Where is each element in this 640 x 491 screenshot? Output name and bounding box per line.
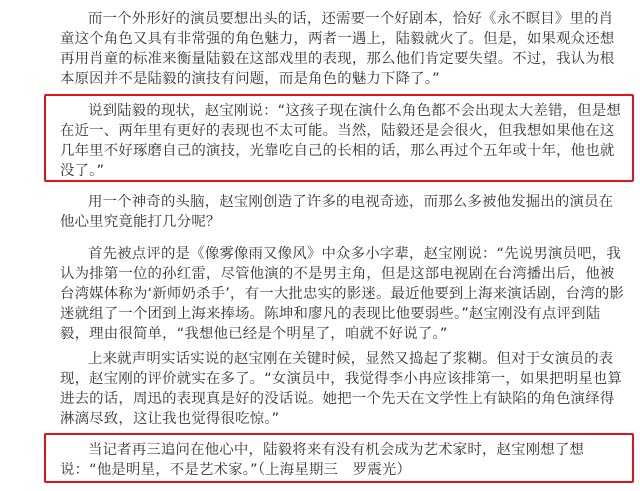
paragraph-luyi-status: 说到陆毅的现状，赵宝刚说：“这孩子现在演什么角色都不会出现太大差错，但是想在近一、两年里有更好的表现也不太可能。当然，陆毅还是会很火，但我想如果他在这几年里不好琢磨自己的演技，光靠吃自己的长相的话，那么再过个五年或十年，他也就没了。” [60,103,621,179]
paragraph-zhao-discoveries: 用一个神奇的头脑，赵宝刚创造了许多的电视奇迹，而那么多被他发掘出的演员在他心里究竟能打几分呢？ [60,194,614,230]
paragraph-female-actors: 上来就声明实话实说的赵宝刚在关键时候，显然又捣起了浆糊。但对于女演员的表现，赵宝刚的评价就实在多了。“女演员中，我觉得李小冉应该排第一，如果把明星也算进去的话，周迅的表现真是好的没话说。她把一个先天在文学性上有缺陷的角色演绎得淋漓尽致，这让我也觉得很吃惊。” [60,351,623,427]
paragraph-male-actors: 首先被点评的是《像雾像雨又像风》中众多小字辈，赵宝刚说：“先说男演员吧，我认为排第一位的孙红雷，尽管他演的不是男主角，但是这部电视剧在台湾播出后，他被台湾媒体称为‘新师奶杀手’，有一大批忠实的影迷。最近他要到上海来演话剧，台湾的影迷就组了一个团到上海来捧场。陈坤和廖凡的表现比他要弱些。”赵宝刚没有点评到陆毅，理由很简单，“我想他已经是个明星了，咱就不好说了。” [60,246,624,342]
paragraph-actor-appearance: 而一个外形好的演员要想出头的话，还需要一个好剧本，恰好《永不瞑目》里的肖童这个角色又具有非常强的角色魅力，两者一遇上，陆毅就火了。但是，如果观众还想再用肖童的标准来衡量陆毅在这部戏里的表现，那么他们肯定要失望。不过，我认为根本原因并不是陆毅的演技有问题，而是角色的魅力下降了。” [60,11,615,87]
paragraph-artist-question: 当记者再三追问在他心中，陆毅将来有没有机会成为艺术家时，赵宝刚想了想说：“他是明星，不是艺术家。”（上海星期三 罗震光） [60,442,585,478]
